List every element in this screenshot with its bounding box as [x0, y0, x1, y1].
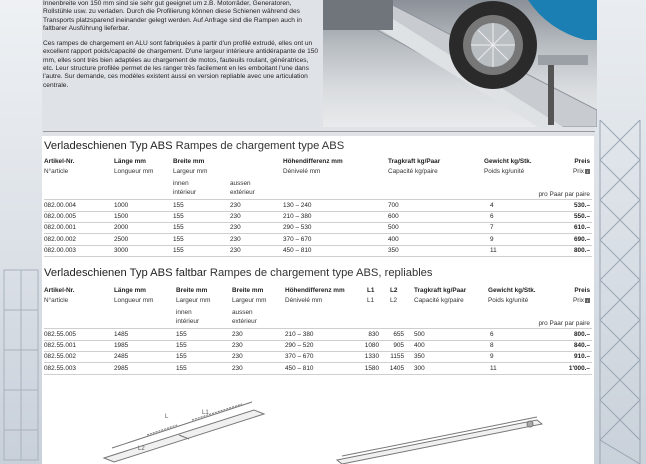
- t1-par-paire: par paire: [564, 191, 590, 198]
- table-cell: 082.00.005: [44, 213, 76, 221]
- table-cell: 300: [414, 364, 425, 372]
- table-cell: 082.00.001: [44, 224, 76, 232]
- table-cell: 082.55.001: [44, 342, 76, 350]
- table-cell: 1985: [114, 342, 129, 350]
- table-cell: 1405: [389, 364, 404, 372]
- table-cell: 1080: [364, 342, 379, 350]
- t2-h-poids: Poids kg/unité: [488, 297, 529, 304]
- table-cell: 400: [414, 342, 425, 350]
- table-cell: 400: [388, 235, 399, 243]
- table-cell: 082.00.004: [44, 202, 76, 209]
- table1-title-de: Verladeschienen Typ ABS: [44, 140, 173, 152]
- row-divider: [44, 256, 592, 257]
- t1-h-prix-wrap: [542, 168, 590, 176]
- table-cell: 230: [232, 353, 243, 361]
- table-cell: 230: [230, 213, 241, 221]
- price-cell: 800.–: [574, 246, 590, 254]
- table-cell: 082.00.003: [44, 246, 76, 254]
- table-cell: 350: [414, 353, 425, 361]
- table-cell: 082.55.002: [44, 353, 76, 361]
- table-cell: 7: [490, 224, 494, 232]
- table-cell: 830: [368, 331, 379, 338]
- table-cell: 905: [393, 342, 404, 350]
- intro-fr: Ces rampes de chargement en ALU sont fabriquées à partir d'un profilé extrudé, elles ont un excellent rapport poids/capacité de chargement. D'une largeur intérieure antidérapante de 150 mm, elles sont très bien adaptées au chargement de motos, fauteuils roulant, génératrices, etc. Leur structure profilée permet de les ranger très facilement en les emboitant l'une dans l'autre. Sur demande, ces modèles existent aussi en version repliable avec une articulation centrale.: [43, 40, 319, 89]
- price-cell: 530.–: [574, 202, 590, 209]
- table-cell: 1155: [390, 353, 404, 361]
- table-cell: 210 – 380: [283, 213, 312, 221]
- t2-pro-paar: pro Paar: [538, 320, 563, 327]
- drawing-label-l2: L2: [138, 446, 145, 452]
- t2-h-trag: Tragkraft kg/Paar: [414, 287, 467, 294]
- table-cell: 130 – 240: [283, 202, 312, 209]
- table1-title-fr: Rampes de chargement type ABS: [175, 140, 345, 152]
- table-cell: 155: [176, 353, 187, 361]
- t1-h-interieur: intérieur: [173, 189, 197, 196]
- t2-h-preis: Preis: [574, 287, 590, 294]
- t1-h-gewicht: Gewicht kg/Stk.: [484, 158, 532, 165]
- t2-h-innen: innen: [176, 309, 192, 316]
- table2-title-fr: Rampes de chargement type ABS, repliables: [209, 267, 433, 279]
- table-cell: 155: [173, 213, 184, 221]
- lattice-decoration-icon: [594, 120, 646, 464]
- t2-h-gewicht: Gewicht kg/Stk.: [488, 287, 536, 294]
- table-cell: 9: [490, 235, 494, 243]
- table-cell: 350: [388, 246, 399, 254]
- t1-h-deniv: Dénivelé mm: [283, 168, 321, 175]
- price-cell: 610.–: [574, 224, 590, 232]
- t2-h-breite2: Breite mm: [232, 287, 264, 294]
- table-cell: 9: [490, 353, 494, 361]
- table-cell: 230: [230, 246, 241, 254]
- table-cell: 2000: [114, 224, 129, 232]
- table-cell: 450 – 810: [283, 246, 312, 254]
- table-cell: 230: [232, 342, 243, 350]
- table-cell: 155: [176, 364, 187, 372]
- table-cell: 1500: [114, 213, 129, 221]
- t2-h-largeur: Largeur mm: [176, 297, 211, 304]
- table-cell: 370 – 670: [283, 235, 312, 243]
- table-cell: 230: [230, 235, 241, 243]
- table-cell: 155: [176, 331, 187, 338]
- price-info-icon: i: [585, 169, 590, 174]
- t2-h-breite: Breite mm: [176, 287, 208, 294]
- table2-title-de: Verladeschienen Typ ABS faltbar: [44, 267, 207, 279]
- t1-h-aussen: aussen: [230, 180, 251, 187]
- t1-h-prix: Prix: [572, 168, 584, 175]
- table-cell: 155: [173, 224, 184, 232]
- table-cell: 1330: [364, 353, 379, 361]
- table-cell: 082.55.005: [44, 331, 76, 338]
- table-cell: 11: [490, 364, 497, 372]
- table-cell: 450 – 810: [285, 364, 314, 372]
- table-cell: 155: [173, 202, 184, 209]
- table-cell: 2485: [114, 353, 129, 361]
- table-cell: 700: [388, 202, 399, 209]
- t1-h-largeur: Largeur mm: [173, 168, 208, 175]
- row-divider: [44, 233, 592, 234]
- price-cell: 840.–: [574, 342, 590, 350]
- t1-h-article: N°article: [44, 168, 69, 175]
- table-cell: 6: [490, 213, 494, 221]
- section-divider: [43, 131, 595, 132]
- t1-h-lange: Länge mm: [114, 158, 146, 165]
- table-cell: 6: [490, 331, 494, 338]
- t2-h-prix-wrap: [542, 297, 590, 305]
- price-cell: 690.–: [574, 235, 590, 243]
- t2-unit: [512, 320, 590, 328]
- t2-h-article: N°article: [44, 297, 69, 304]
- table-cell: 082.00.002: [44, 235, 76, 243]
- t1-pro-paar: pro Paar: [538, 191, 563, 198]
- table-cell: 500: [388, 224, 399, 232]
- price-cell: 800.–: [574, 331, 590, 338]
- building-decoration-icon: [0, 250, 42, 464]
- ramp-drawings: [42, 380, 594, 464]
- t1-h-hohe: Höhendifferenz mm: [283, 158, 343, 165]
- t2-h-l1: L1: [367, 287, 375, 294]
- price-cell: 910.–: [574, 353, 590, 361]
- table-cell: 230: [230, 224, 241, 232]
- table2-title: [44, 267, 433, 280]
- table-cell: 500: [414, 331, 425, 338]
- t1-header-line: [44, 199, 592, 200]
- table-cell: 655: [393, 331, 404, 338]
- t2-h-interieur: intérieur: [176, 318, 200, 325]
- intro-text: [43, 0, 319, 97]
- row-divider: [44, 340, 592, 341]
- t2-h-lange: Länge mm: [114, 287, 146, 294]
- t1-unit: [512, 191, 590, 199]
- table-cell: 8: [490, 342, 494, 350]
- row-divider: [44, 245, 592, 246]
- t2-h-l2: L2: [390, 287, 398, 294]
- t1-h-breite: Breite mm: [173, 158, 205, 165]
- table-cell: 370 – 670: [285, 353, 314, 361]
- t1-h-artikel: Artikel-Nr.: [44, 158, 75, 165]
- t1-h-trag: Tragkraft kg/Paar: [388, 158, 441, 165]
- t2-h-aussen: aussen: [232, 309, 253, 316]
- table-cell: 230: [232, 331, 243, 338]
- table-cell: 1000: [114, 202, 129, 209]
- row-divider: [44, 374, 592, 375]
- price-info-icon: i: [585, 298, 590, 303]
- row-divider: [44, 222, 592, 223]
- table-cell: 3000: [114, 246, 129, 254]
- row-divider: [44, 351, 592, 352]
- row-divider: [44, 362, 592, 363]
- table-cell: 600: [388, 213, 399, 221]
- table-cell: 290 – 520: [285, 342, 314, 350]
- table-cell: 155: [173, 246, 184, 254]
- table-cell: 290 – 530: [283, 224, 312, 232]
- table-cell: 230: [232, 364, 243, 372]
- t1-h-exterieur: extérieur: [230, 189, 255, 196]
- table-cell: 155: [176, 342, 187, 350]
- t1-h-longueur: Longueur mm: [114, 168, 154, 175]
- t2-h-longueur: Longueur mm: [114, 297, 154, 304]
- t2-h-capac: Capacité kg/paire: [414, 297, 464, 304]
- table-cell: 1580: [364, 364, 379, 372]
- table1-title: [44, 140, 344, 153]
- t2-h-hohe: Höhendifferenz mm: [285, 287, 345, 294]
- table-cell: 11: [490, 246, 497, 254]
- t2-h-prix: Prix: [572, 297, 584, 304]
- folding-ramp-drawing-icon: [104, 402, 264, 462]
- price-cell: 1'000.–: [568, 364, 590, 372]
- t2-h-artikel: Artikel-Nr.: [44, 287, 75, 294]
- table-cell: 4: [490, 202, 494, 209]
- drawing-label-l: L: [165, 414, 169, 420]
- table-cell: 210 – 380: [285, 331, 314, 338]
- table-cell: 230: [230, 202, 241, 209]
- row-divider: [44, 211, 592, 212]
- t1-h-innen: innen: [173, 180, 189, 187]
- straight-ramp-drawing-icon: [337, 417, 542, 464]
- table-cell: 1485: [114, 331, 129, 338]
- table-cell: 2985: [114, 364, 129, 372]
- t2-par-paire: par paire: [564, 320, 590, 327]
- t2-h-exterieur: extérieur: [232, 318, 257, 325]
- t2-h-deniv: Dénivelé mm: [285, 297, 323, 304]
- table-cell: 2500: [114, 235, 129, 243]
- drawing-label-l1: L1: [202, 410, 209, 416]
- t1-h-poids: Poids kg/unité: [484, 168, 525, 175]
- intro-de: Innenbreite von 150 mm sind sie sehr gut geeignet um z.B. Motorräder, Generatoren, Rollstühle usw. zu verladen. Durch die Profilierung können diese Schienen während des Transports platzsparend ineinander gelegt werden. Auf Anfrage sind die Rampen auch in faltbarer Ausführung lieferbar.: [43, 0, 302, 32]
- t2-header-line: [44, 328, 592, 329]
- price-cell: 550.–: [574, 213, 590, 221]
- t2-h-largeur2: Largeur mm: [232, 297, 267, 304]
- t2-h-l2-sub: L2: [390, 297, 398, 304]
- t2-h-l1-sub: L1: [367, 297, 375, 304]
- t1-h-capac: Capacité kg/paire: [388, 168, 438, 175]
- table-cell: 082.55.003: [44, 364, 76, 372]
- table-cell: 155: [173, 235, 184, 243]
- motorcycle-on-ramp-photo: [323, 0, 597, 127]
- t1-h-preis: Preis: [574, 158, 590, 165]
